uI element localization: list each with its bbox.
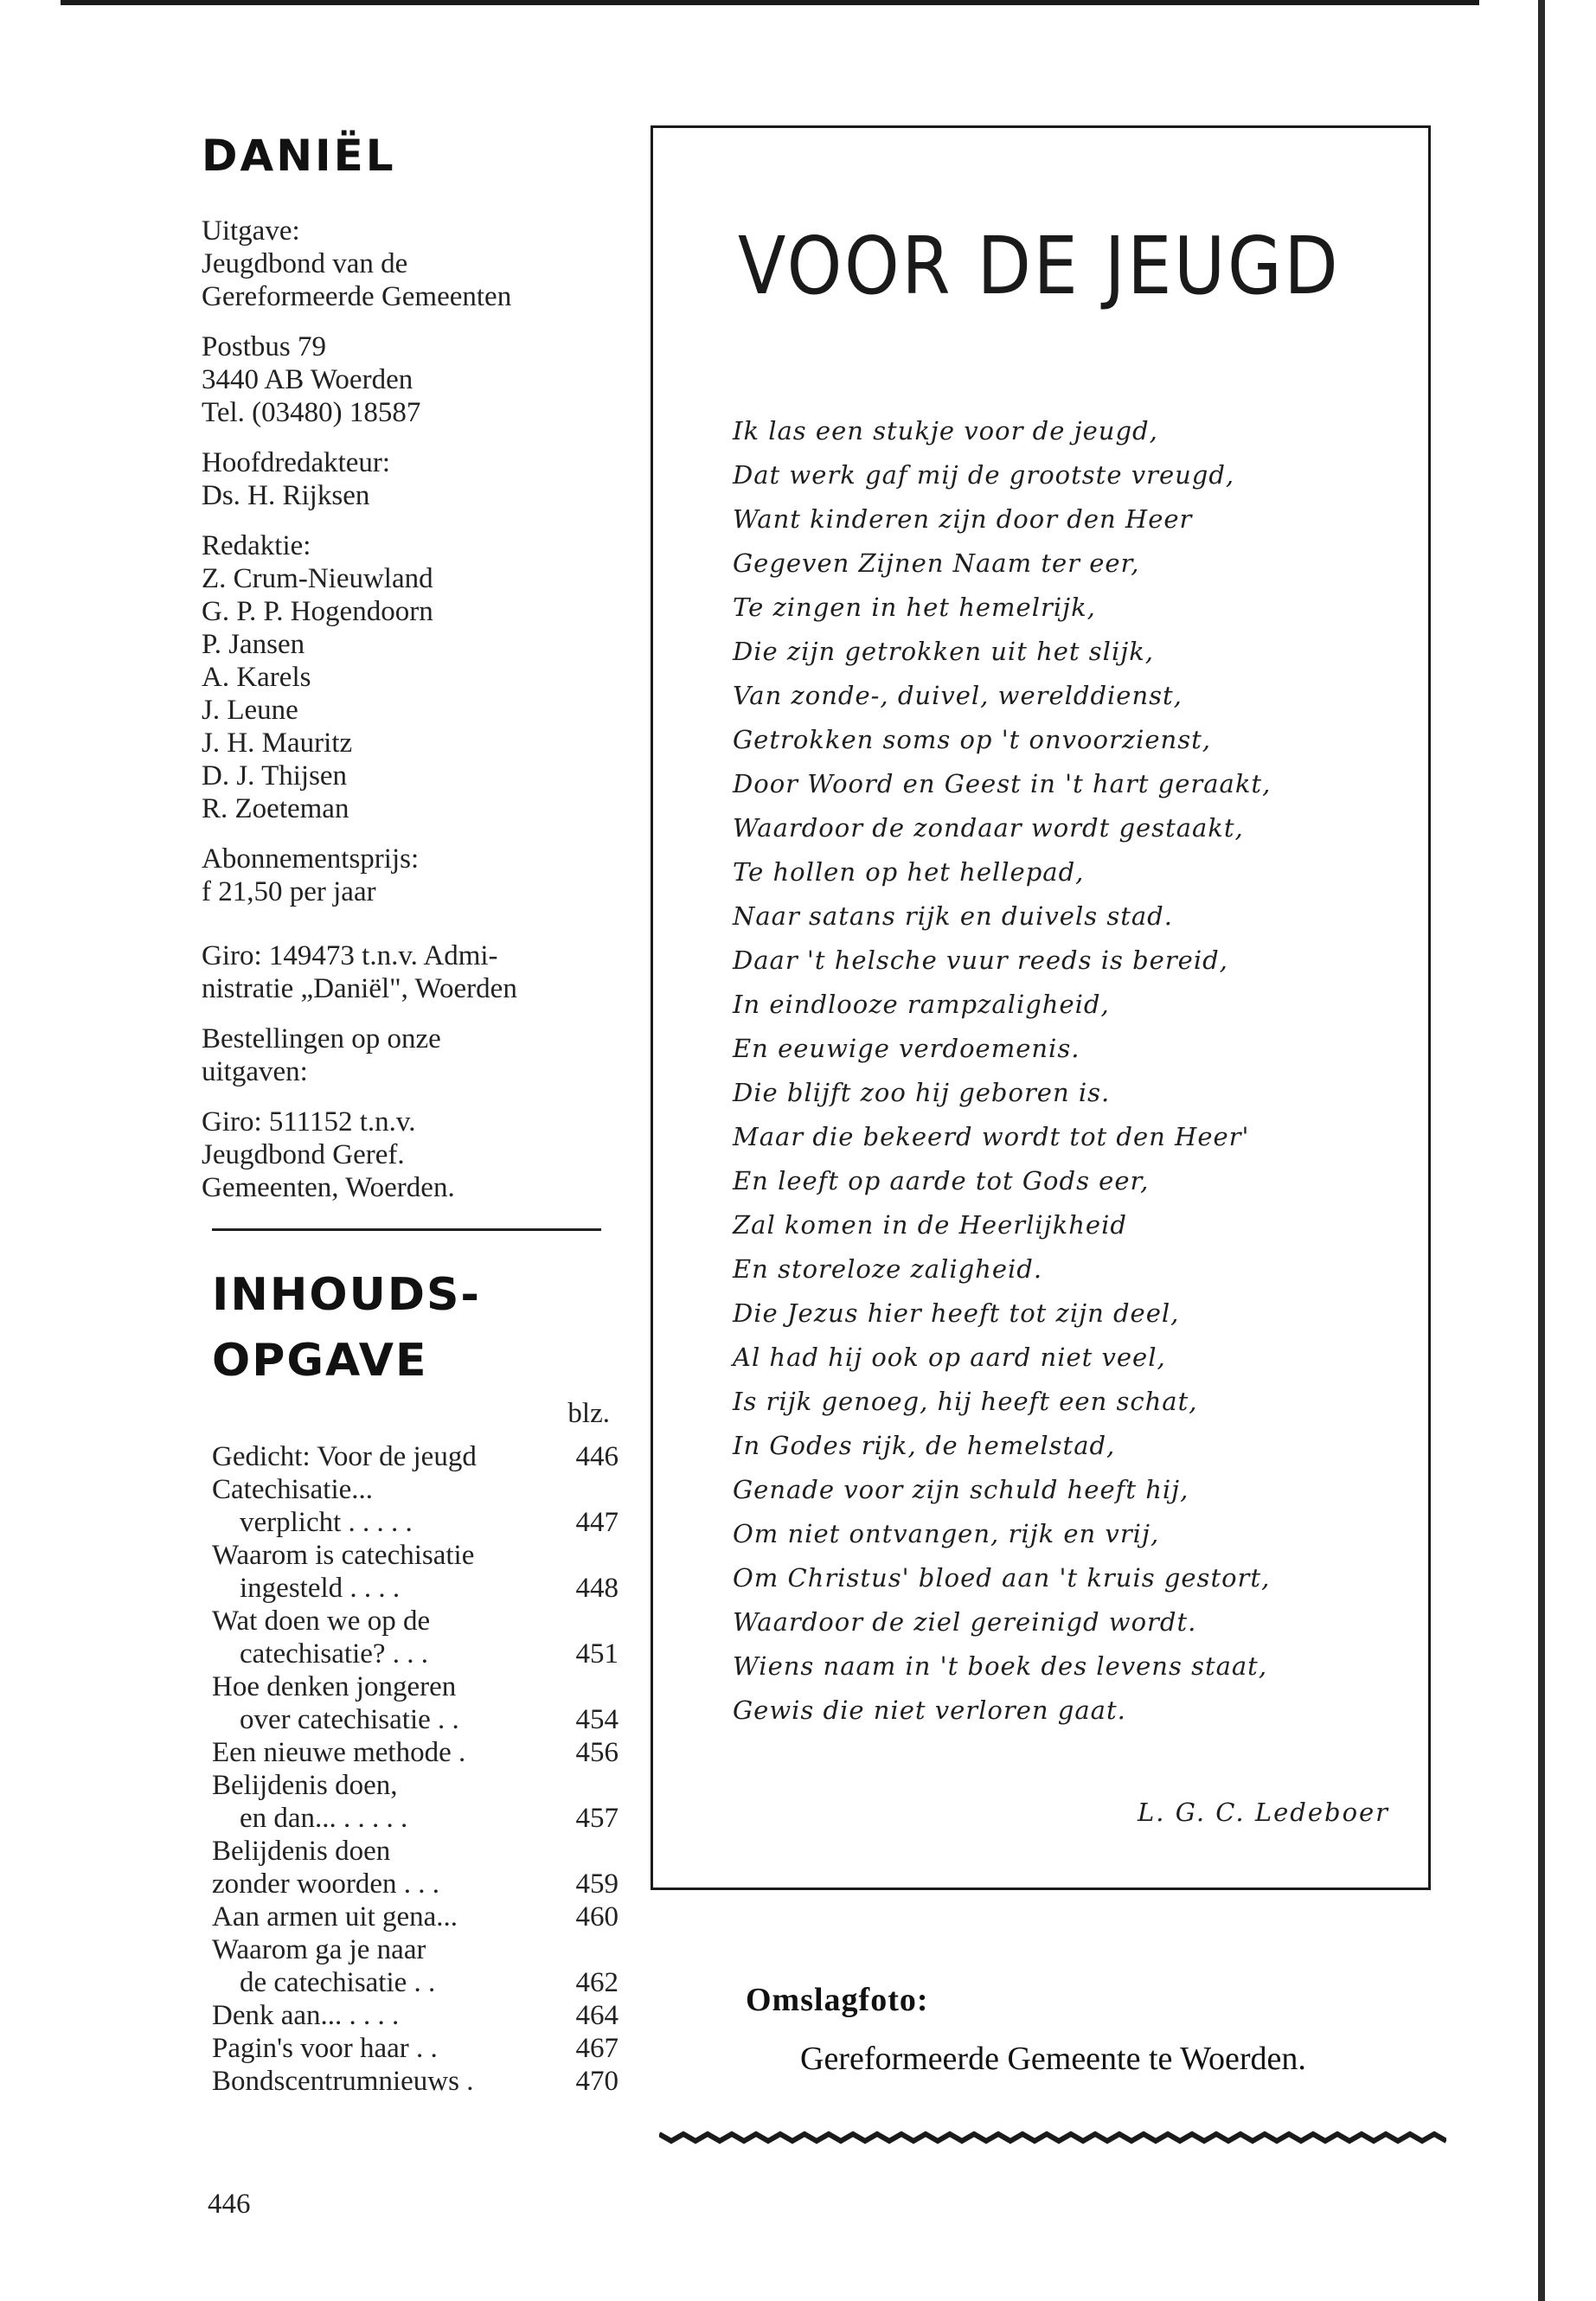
toc-entry [212,1703,619,1736]
toc-entry [212,1835,619,1868]
poem-line: Gegeven Zijnen Naam ter eer, [733,548,1140,578]
masthead-column [202,130,617,2098]
toc-entry-title: catechisatie? . . . [240,1638,429,1670]
poem-line: In eindlooze rampzaligheid, [733,990,1110,1019]
decorative-zigzag-rule [659,2130,1446,2145]
chief-editor-label: Hoofdredakteur: [202,447,391,478]
poem-line: Maar die bekeerd wordt tot den Heer' [733,1122,1250,1151]
poem-line: En storeloze zaligheid. [733,1254,1043,1284]
address-line: 3440 AB Woerden [202,364,413,395]
poem-line: Zal komen in de Heerlijkheid [733,1210,1127,1240]
toc-entry-page: 457 [575,1803,619,1834]
poem-line: Van zonde-, duivel, werelddienst, [733,681,1183,710]
toc-entry [212,1572,619,1605]
toc-entry [212,1802,619,1835]
toc-entry [212,1999,619,2032]
poem-line: Om Christus' bloed aan 't kruis gestort, [733,1563,1271,1593]
poem-line: Die Jezus hier heeft tot zijn deel, [733,1298,1180,1328]
toc-entry-title: over catechisatie . . [240,1704,459,1735]
toc-entry-page: 464 [575,2000,619,2031]
editor-name: P. Jansen [202,629,305,660]
toc-entry-page: 462 [575,1967,619,1998]
toc-entry-title: Belijdenis doen, [212,1770,398,1801]
editor-name: R. Zoeteman [202,793,349,824]
poem-line: In Godes rijk, de hemelstad, [733,1431,1116,1460]
toc-entry [212,1966,619,1999]
publisher-line: Gereformeerde Gemeenten [202,281,512,312]
giro-admin-line: Giro: 149473 t.n.v. Admi- [202,940,498,971]
poem-line: Te hollen op het hellepad, [733,857,1085,887]
toc-entry [212,1933,619,1966]
toc-entry-title: en dan... . . . . . [240,1803,408,1834]
toc-entry [212,1670,619,1703]
toc-entry [212,1868,619,1900]
publisher-line: Jeugdbond van de [202,248,408,279]
section-divider [212,1228,601,1231]
toc-entry-title: Waarom is catechisatie [212,1540,475,1571]
toc-entry [212,1539,619,1572]
chief-editor-name: Ds. H. Rijksen [202,480,370,511]
toc-entry-page: 448 [575,1573,619,1604]
poem-line: Genade voor zijn schuld heeft hij, [733,1475,1189,1504]
cover-photo-caption: Gereformeerde Gemeente te Woerden. [800,2041,1306,2077]
toc-entry [212,1736,619,1769]
toc-entry [212,1605,619,1638]
poem-line: Die zijn getrokken uit het slijk, [733,637,1155,666]
toc-entry-page: 446 [575,1441,619,1472]
toc-title-line1: INHOUDS- [212,1269,482,1321]
poem-line: Te zingen in het hemelrijk, [733,593,1096,622]
toc-entry-title: Pagin's voor haar . . [212,2033,438,2064]
toc-entry [212,1769,619,1802]
toc-entry-page: 470 [575,2066,619,2097]
giro-admin-line: nistratie „Daniël", Woerden [202,973,517,1004]
address-line: Tel. (03480) 18587 [202,397,421,428]
editor-name: A. Karels [202,662,311,693]
toc-entry [212,1440,619,1473]
toc-entry [212,2032,619,2065]
toc-entry-title: zonder woorden . . . [212,1868,440,1900]
toc-entry-title: Hoe denken jongeren [212,1671,457,1702]
toc-entry-title: Belijdenis doen [212,1836,391,1867]
giro-orders-line: Gemeenten, Woerden. [202,1172,455,1203]
toc-entry-page: 447 [575,1507,619,1538]
toc-entry [212,1506,619,1539]
poem-line: Om niet ontvangen, rijk en vrij, [733,1519,1160,1548]
poem-line: Ik las een stukje voor de jeugd, [733,416,1158,445]
page-number: 446 [208,2189,251,2220]
toc-entry-page: 451 [575,1638,619,1670]
page-edge [1538,0,1545,2301]
orders-line: uitgaven: [202,1056,308,1087]
toc-entry [212,1900,619,1933]
giro-orders-line: Jeugdbond Geref. [202,1139,405,1170]
poem-line: Die blijft zoo hij geboren is. [733,1078,1111,1107]
poem-line: En eeuwige verdoemenis. [733,1034,1080,1063]
toc-entry-title: ingesteld . . . . [240,1573,401,1604]
giro-orders-line: Giro: 511152 t.n.v. [202,1106,416,1138]
poem-line: Gewis die niet verloren gaat. [733,1695,1126,1725]
editors-block [202,529,617,825]
poem-line: Door Woord en Geest in 't hart geraakt, [733,769,1272,798]
toc-entry-title: de catechisatie . . [240,1967,436,1998]
toc-title-line2: OPGAVE [212,1335,428,1387]
toc-page-header: blz. [567,1398,610,1429]
poem-line: Al had hij ook op aard niet veel, [733,1343,1166,1372]
toc-entry-page: 459 [575,1868,619,1900]
poem-line: Dat werk gaf mij de grootste vreugd, [733,460,1235,490]
poem-line: Waardoor de ziel gereinigd wordt. [733,1607,1197,1637]
giro-admin-block [202,939,617,1005]
toc-entry-title: Aan armen uit gena... [212,1901,458,1932]
table-of-contents [212,1440,619,2098]
subscription-price: f 21,50 per jaar [202,876,376,907]
poem-text [733,409,1407,1733]
top-rule [61,0,1479,5]
subscription-label: Abonnementsprijs: [202,843,420,875]
editor-name: Z. Crum-Nieuwland [202,563,433,594]
poem-line: Waardoor de zondaar wordt gestaakt, [733,813,1244,843]
toc-entry-title: Bondscentrumnieuws . [212,2066,474,2097]
poem-line: Naar satans rijk en duivels stad. [733,901,1173,931]
toc-entry-title: Catechisatie... [212,1474,374,1505]
address-line: Postbus 79 [202,331,326,362]
giro-orders-block [202,1106,617,1204]
orders-block [202,1022,617,1088]
toc-entry-title: Waarom ga je naar [212,1934,426,1965]
masthead-title: DANIËL [202,131,396,181]
toc-entry [212,1473,619,1506]
poem-line: Wiens naam in 't boek des levens staat, [733,1651,1268,1681]
publisher-label: Uitgave: [202,215,300,247]
toc-entry [212,2065,619,2098]
poem-line: En leeft op aarde tot Gods eer, [733,1166,1150,1195]
chief-editor-block [202,446,617,512]
toc-entry [212,1638,619,1670]
toc-entry-title: verplicht . . . . . [240,1507,413,1538]
poem-line: Getrokken soms op 't onvoorzienst, [733,725,1211,754]
subscription-block [202,843,617,908]
toc-entry-page: 460 [575,1901,619,1932]
cover-photo-label: Omslagfoto: [746,1982,929,2018]
toc-entry-page: 456 [575,1737,619,1768]
poem-title: VOOR DE JEUGD [738,220,1341,312]
toc-entry-title: Een nieuwe methode . [212,1737,466,1768]
poem-author: L. G. C. Ledeboer [1138,1798,1390,1827]
toc-entry-title: Denk aan... . . . . [212,2000,400,2031]
editor-name: J. Leune [202,695,298,726]
poem-line: Want kinderen zijn door den Heer [733,504,1193,534]
address-block [202,330,617,429]
orders-line: Bestellingen op onze [202,1023,441,1054]
toc-entry-page: 454 [575,1704,619,1735]
publisher-block [202,215,617,313]
toc-entry-title: Wat doen we op de [212,1606,431,1637]
poem-box [651,125,1431,1890]
editors-label: Redaktie: [202,530,311,561]
toc-entry-title: Gedicht: Voor de jeugd [212,1441,477,1472]
editor-name: G. P. P. Hogendoorn [202,596,433,627]
toc-entry-page: 467 [575,2033,619,2064]
editor-name: D. J. Thijsen [202,760,348,792]
poem-line: Is rijk genoeg, hij heeft een schat, [733,1387,1198,1416]
poem-line: Daar 't helsche vuur reeds is bereid, [733,945,1228,975]
editor-name: J. H. Mauritz [202,727,353,759]
